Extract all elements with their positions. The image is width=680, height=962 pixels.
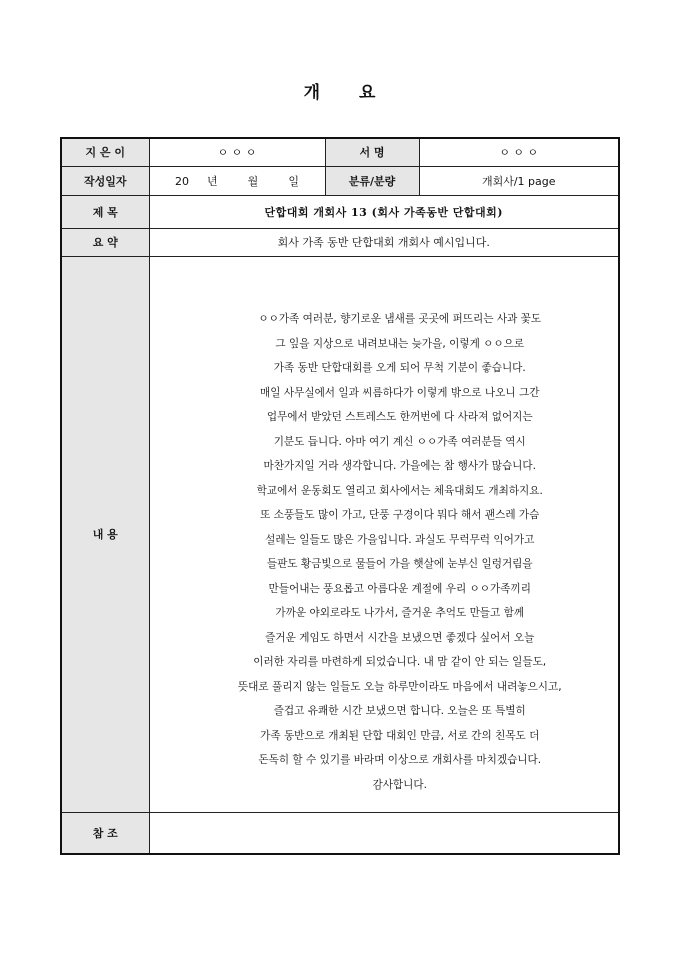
reference-row: [61, 812, 619, 854]
category-label: 분류/분량: [325, 166, 419, 195]
page-title-second: 요: [359, 83, 377, 103]
signature-label: 서 명: [325, 138, 419, 166]
date-year: 20: [175, 174, 190, 188]
content-line: 설레는 일들도 많은 가을입니다. 과실도 무럭무럭 익어가고: [265, 533, 535, 546]
reference-label: 참 조: [61, 812, 149, 854]
content-row: [61, 256, 619, 812]
date-year-unit: 년: [207, 174, 218, 188]
subject-row: [61, 195, 619, 228]
content-text: [150, 271, 619, 797]
summary-value: 회사 가족 동반 단합대회 개회사 예시입니다.: [149, 228, 619, 256]
reference-value: [149, 812, 619, 854]
content-line: 즐거운 게임도 하면서 시간을 보냈으면 좋겠다 싶어서 오늘: [265, 631, 535, 644]
content-line: 매일 사무실에서 일과 씨름하다가 이렇게 밖으로 나오니 그간: [260, 386, 540, 399]
content-line: 업무에서 받았던 스트레스도 한꺼번에 다 사라져 없어지는: [266, 411, 533, 423]
page-title: [0, 78, 680, 103]
date-row: [61, 166, 619, 195]
subject-label: 제 목: [61, 195, 149, 228]
author-label: 지 은 이: [61, 138, 149, 166]
date-value: [149, 166, 325, 195]
content-line: 만들어내는 풍요롭고 아름다운 계절에 우리 ㅇㅇ가족끼리: [268, 582, 531, 595]
content-line: 감사합니다.: [372, 778, 428, 791]
content-line: 가까운 야외로라도 나가서, 즐거운 추억도 만들고 함께: [275, 607, 525, 619]
page-title-first: 개: [303, 83, 321, 103]
author-value: ㅇ ㅇ ㅇ: [149, 138, 325, 166]
date-label: 작성일자: [61, 166, 149, 195]
summary-label: 요 약: [61, 228, 149, 256]
content-line: ㅇㅇ가족 여러분, 향기로운 냄새를 곳곳에 퍼뜨리는 사과 꽃도: [258, 313, 542, 325]
content-line: 학교에서 운동회도 열리고 회사에서는 체육대회도 개최하지요.: [256, 484, 543, 497]
content-line: 마찬가지일 거라 생각합니다. 가을에는 참 행사가 많습니다.: [263, 460, 537, 472]
summary-form: [60, 137, 620, 855]
author-row: [61, 138, 619, 166]
date-month-unit: 월: [247, 174, 259, 188]
content-line: 즐겁고 유쾌한 시간 보냈으면 합니다. 오늘은 또 특별히: [273, 705, 526, 717]
date-day-unit: 일: [288, 174, 299, 188]
category-value: 개회사/1 page: [419, 166, 619, 195]
content-label: 내 용: [61, 256, 149, 812]
content-line: 기분도 듭니다. 아마 여기 계신 ㅇㅇ가족 여러분들 역시: [273, 435, 526, 448]
content-line: 또 소풍들도 많이 가고, 단풍 구경이다 뭐다 해서 괜스레 가슴: [260, 509, 540, 521]
content-line: 뜻대로 풀리지 않는 일들도 오늘 하루만이라도 마음에서 내려놓으시고,: [237, 680, 562, 693]
content-line: 가족 동반으로 개최된 단합 대회인 만큼, 서로 간의 친목도 더: [260, 729, 540, 742]
content-line: 그 잎을 지상으로 내려보내는 늦가을, 이렇게 ㅇㅇ으로: [275, 337, 525, 350]
summary-row: [61, 228, 619, 256]
signature-value: ㅇ ㅇ ㅇ: [419, 138, 619, 166]
content-line: 들판도 황금빛으로 물들어 가을 햇살에 눈부신 일렁거림을: [266, 558, 533, 570]
content-line: 돈독히 할 수 있기를 바라며 이상으로 개회사를 마치겠습니다.: [258, 754, 542, 766]
content-line: 이러한 자리를 마련하게 되었습니다. 내 맘 같이 안 되는 일들도,: [253, 656, 547, 668]
content-line: 가족 동반 단합대회를 오게 되어 무척 기분이 좋습니다.: [273, 362, 526, 374]
content-value: [149, 256, 619, 812]
subject-value: 단합대회 개회사 13 (회사 가족동반 단합대회): [149, 195, 619, 228]
